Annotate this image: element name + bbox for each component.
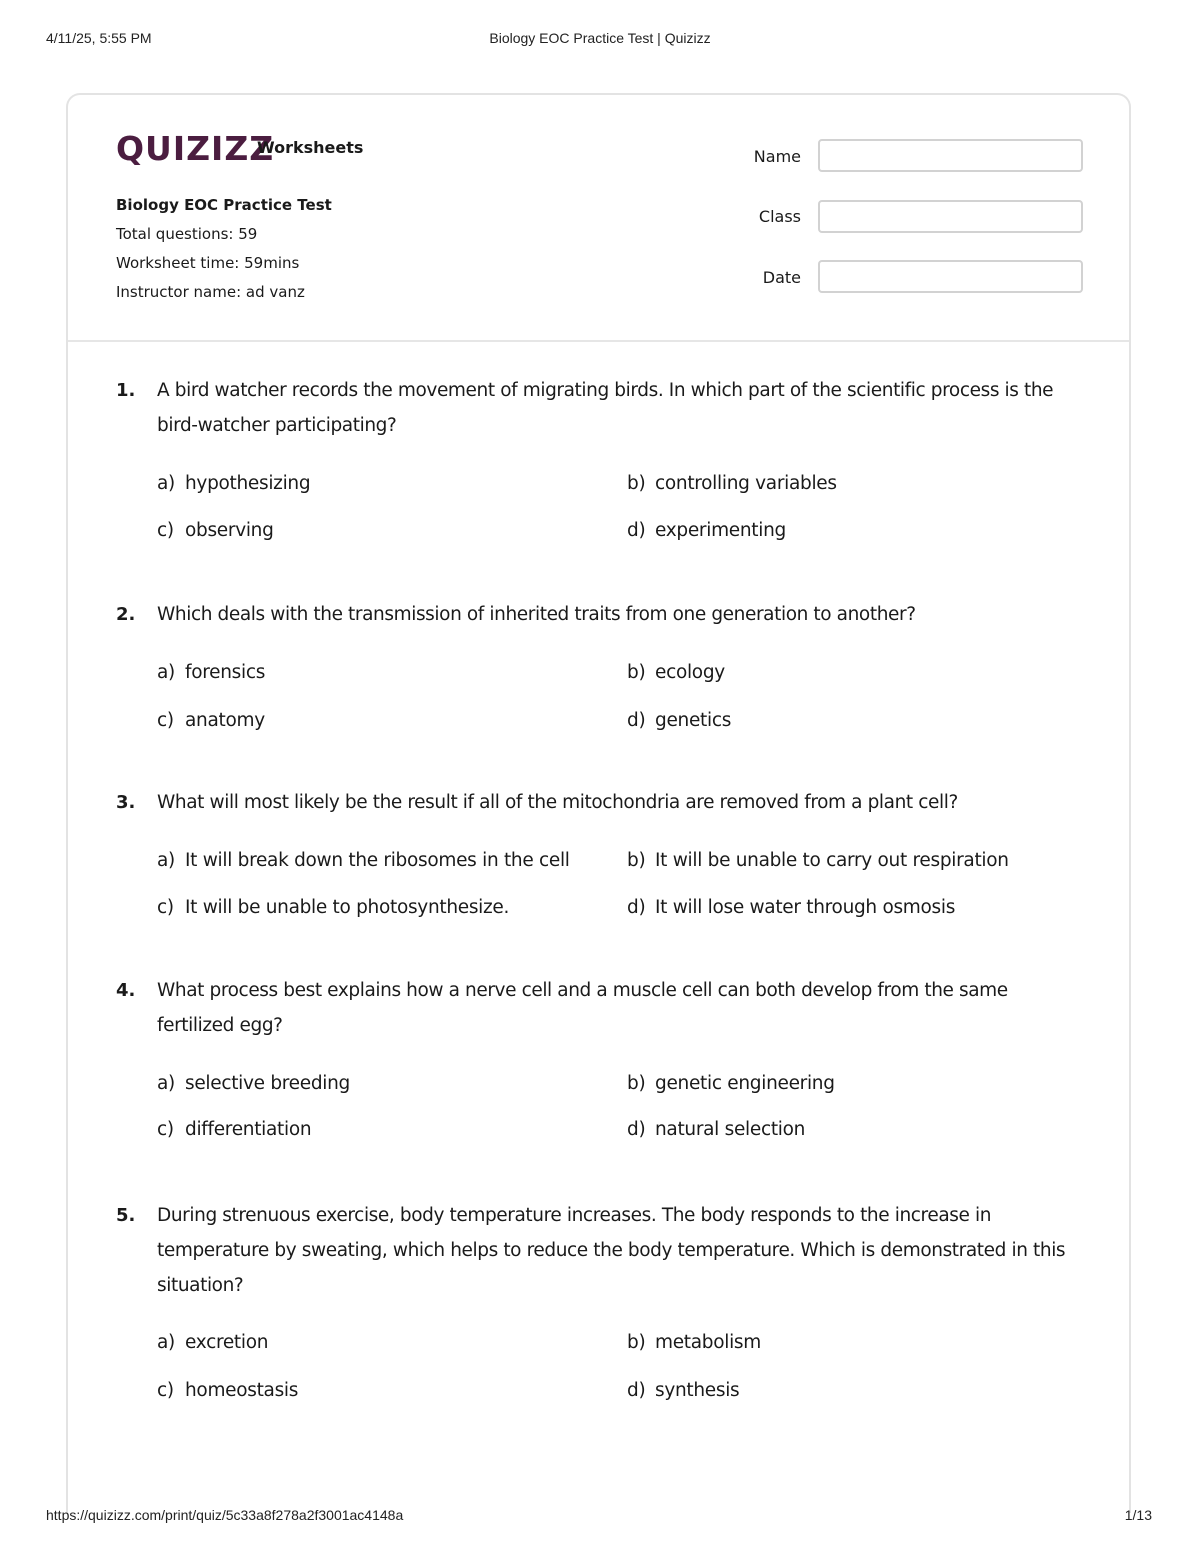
option-letter: a)	[157, 850, 175, 871]
print-footer	[0, 1507, 1200, 1527]
option-text: anatomy	[185, 710, 265, 731]
option-letter: b)	[627, 662, 646, 683]
option-text: It will be unable to photosynthesize.	[185, 897, 510, 918]
option-letter: c)	[157, 897, 174, 918]
option-d	[627, 516, 786, 546]
option-text: forensics	[185, 662, 266, 683]
option-d	[627, 706, 731, 736]
option-d	[627, 1115, 805, 1145]
option-letter: d)	[627, 1380, 646, 1401]
option-text: hypothesizing	[185, 473, 311, 494]
option-text: genetics	[655, 710, 732, 731]
option-letter: c)	[157, 710, 174, 731]
option-d	[627, 893, 955, 923]
option-a	[157, 1328, 268, 1358]
option-letter: c)	[157, 1380, 174, 1401]
option-letter: b)	[627, 1073, 646, 1094]
option-letter: d)	[627, 897, 646, 918]
worksheet-meta	[116, 191, 332, 307]
option-a	[157, 846, 570, 876]
option-c	[157, 893, 509, 923]
option-text: selective breeding	[185, 1073, 350, 1094]
option-b	[627, 469, 837, 499]
option-a	[157, 469, 310, 499]
option-letter: d)	[627, 710, 646, 731]
option-text: ecology	[655, 662, 725, 683]
option-text: It will lose water through osmosis	[655, 897, 956, 918]
question-text: A bird watcher records the movement of migrating birds. In which part of the scientific process is the bird-watcher participating?	[157, 380, 1054, 436]
option-letter: b)	[627, 850, 646, 871]
total-questions: Total questions: 59	[116, 225, 258, 243]
date-label: Date	[762, 268, 801, 287]
class-field[interactable]	[818, 200, 1083, 233]
question-text: Which deals with the transmission of inherited traits from one generation to another?	[157, 604, 916, 625]
worksheet-card	[66, 93, 1131, 1513]
option-text: genetic engineering	[655, 1073, 835, 1094]
option-text: synthesis	[655, 1380, 740, 1401]
worksheets-label: Worksheets	[257, 138, 364, 157]
print-header	[0, 30, 1200, 50]
option-text: It will break down the ribosomes in the cell	[185, 850, 570, 871]
option-letter: a)	[157, 1073, 175, 1094]
quizizz-logo: QUIZIZZ	[116, 129, 275, 168]
option-letter: c)	[157, 520, 174, 541]
worksheet-title: Biology EOC Practice Test	[116, 196, 332, 214]
option-text: homeostasis	[185, 1380, 299, 1401]
name-field[interactable]	[818, 139, 1083, 172]
option-letter: a)	[157, 1332, 175, 1353]
question-text: During strenuous exercise, body temperature increases. The body responds to the increase in temperature by sweating, which helps to reduce the body temperature. Which is demonstrated in this situation?	[157, 1205, 1066, 1296]
question-number: 2.	[116, 604, 136, 625]
option-text: experimenting	[655, 520, 786, 541]
option-letter: b)	[627, 1332, 646, 1353]
date-field[interactable]	[818, 260, 1083, 293]
worksheet-header	[68, 95, 1129, 342]
print-document-title: Biology EOC Practice Test | Quizizz	[489, 30, 711, 46]
name-label: Name	[753, 147, 801, 166]
option-letter: c)	[157, 1119, 174, 1140]
option-b	[627, 658, 725, 688]
option-d	[627, 1376, 739, 1406]
page-number: 1/13	[1124, 1507, 1152, 1523]
option-text: natural selection	[655, 1119, 806, 1140]
print-url: https://quizizz.com/print/quiz/5c33a8f278a2f3001ac4148a	[46, 1507, 404, 1523]
option-c	[157, 1115, 311, 1145]
class-label: Class	[758, 207, 801, 226]
option-text: differentiation	[185, 1119, 312, 1140]
option-text: observing	[185, 520, 274, 541]
option-b	[627, 1069, 835, 1099]
question-text: What will most likely be the result if all of the mitochondria are removed from a plant cell?	[157, 792, 958, 813]
question-number: 3.	[116, 792, 136, 813]
option-c	[157, 516, 274, 546]
option-c	[157, 1376, 298, 1406]
question-text: What process best explains how a nerve cell and a muscle cell can both develop from the same fertilized egg?	[157, 980, 1008, 1036]
print-timestamp: 4/11/25, 5:55 PM	[46, 30, 152, 46]
question-number: 1.	[116, 380, 136, 401]
worksheet-time: Worksheet time: 59mins	[116, 254, 300, 272]
question-number: 5.	[116, 1205, 136, 1226]
option-text: controlling variables	[655, 473, 837, 494]
option-c	[157, 706, 265, 736]
question-number: 4.	[116, 980, 136, 1001]
option-letter: d)	[627, 520, 646, 541]
option-letter: a)	[157, 662, 175, 683]
option-letter: b)	[627, 473, 646, 494]
option-letter: d)	[627, 1119, 646, 1140]
option-text: excretion	[185, 1332, 269, 1353]
option-b	[627, 846, 1009, 876]
option-a	[157, 658, 265, 688]
instructor-name: Instructor name: ad vanz	[116, 283, 305, 301]
option-letter: a)	[157, 473, 175, 494]
option-text: It will be unable to carry out respiration	[655, 850, 1009, 871]
option-b	[627, 1328, 761, 1358]
option-a	[157, 1069, 350, 1099]
option-text: metabolism	[655, 1332, 761, 1353]
